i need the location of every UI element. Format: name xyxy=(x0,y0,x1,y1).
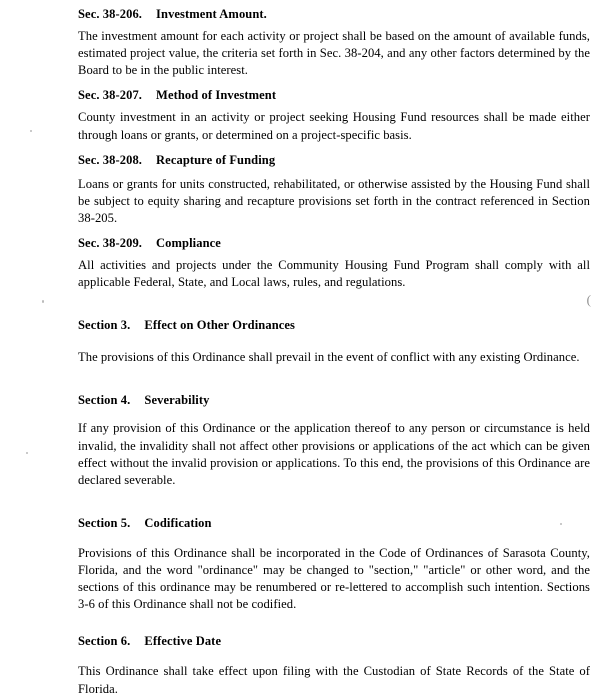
section-number: Sec. 38-207. xyxy=(78,88,143,103)
document-body xyxy=(78,0,590,698)
scan-speck xyxy=(26,452,28,454)
section-title: Recapture of Funding xyxy=(156,152,276,167)
section-paragraph: This Ordinance shall take effect upon filing with the Custodian of State Records of the State of Florida. xyxy=(78,664,590,696)
section-heading-38-209 xyxy=(78,235,590,251)
section-paragraph: All activities and projects under the Community Housing Fund Program shall comply with all applicable Federal, State, and Local laws, rules, and regulations. xyxy=(78,258,590,290)
section-title: Compliance xyxy=(156,236,221,250)
section-paragraph: The investment amount for each activity or project shall be based on the amount of available funds, estimated project value, the criteria set forth in Sec. 38-204, and any other factors determined by the Board to be in the public interest. xyxy=(78,29,590,78)
section-title: Method of Investment xyxy=(156,88,277,103)
section-number: Section 6. xyxy=(78,634,131,649)
margin-mark: ( xyxy=(586,292,591,307)
section-heading-38-208 xyxy=(78,152,590,168)
section-paragraph: County investment in an activity or project seeking Housing Fund resources shall be made either through loans or grants, or determined on a project-specific basis. xyxy=(78,110,590,142)
section-title: Codification xyxy=(144,515,212,530)
section-paragraph: Loans or grants for units constructed, rehabilitated, or otherwise assisted by the Housing Fund shall be subject to equity sharing and recapture provisions set forth in the contract referenced in Section 38-205. xyxy=(78,176,590,225)
section-number: Section 4. xyxy=(78,393,131,408)
section-number: Section 3. xyxy=(78,318,131,333)
section-heading-5 xyxy=(78,515,590,531)
section-heading-38-207 xyxy=(78,87,590,103)
section-heading-6 xyxy=(78,633,590,649)
section-title: Severability xyxy=(144,393,210,408)
section-paragraph: The provisions of this Ordinance shall prevail in the event of conflict with any existing Ordinance. xyxy=(78,350,580,365)
section-title: Investment Amount. xyxy=(156,7,267,21)
section-paragraph: Provisions of this Ordinance shall be incorporated in the Code of Ordinances of Sarasota County, Florida, and the word "ordinance" may be changed to "section," "article" or other word, and the sections of this ordinance may be renumbered or re-lettered to accomplish such intention. Sections 3-6 of this Ordinance shall not be codified. xyxy=(78,545,590,612)
scan-speck xyxy=(30,130,32,132)
section-number: Sec. 38-206. xyxy=(78,7,143,21)
section-number: Sec. 38-209. xyxy=(78,236,143,250)
section-heading-4 xyxy=(78,392,590,408)
section-number: Sec. 38-208. xyxy=(78,152,143,167)
section-title: Effect on Other Ordinances xyxy=(144,318,296,333)
section-heading-3 xyxy=(78,317,590,333)
section-number: Section 5. xyxy=(78,515,131,530)
scan-speck xyxy=(560,523,562,525)
section-heading-38-206 xyxy=(78,6,590,22)
scan-speck xyxy=(42,300,44,303)
section-paragraph: If any provision of this Ordinance or the application thereof to any person or circumstance is held invalid, the invalidity shall not affect other provisions or applications of the act which can be given effect without the invalid provision or applications. To this end, the provisions of this Ordinance are declared severable. xyxy=(78,421,590,487)
section-title: Effective Date xyxy=(144,634,222,649)
